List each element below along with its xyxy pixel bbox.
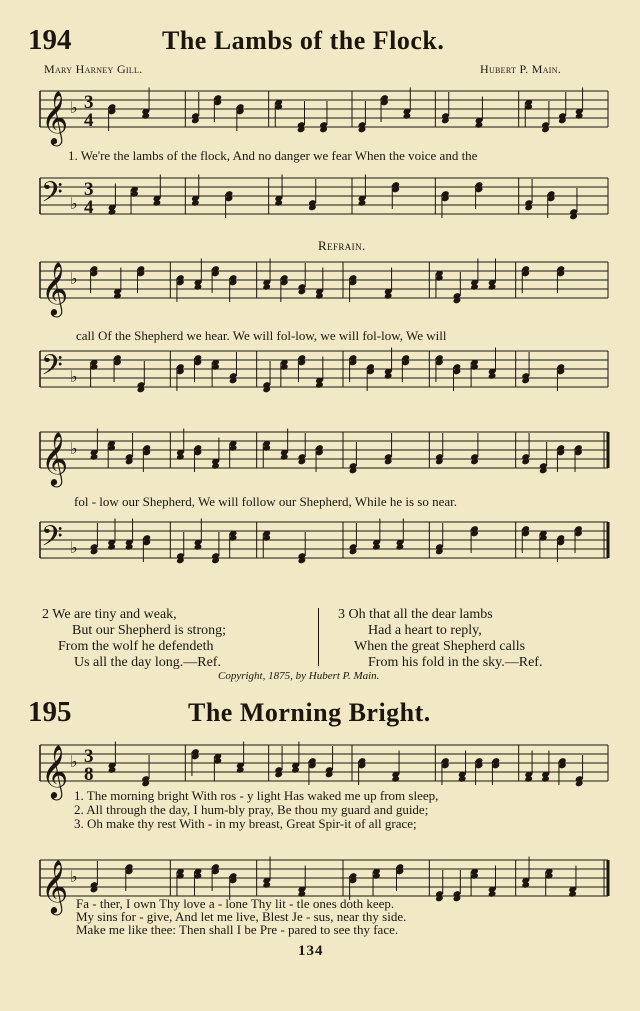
verse-2 <box>42 607 226 671</box>
svg-text:𝄢: 𝄢 <box>41 349 63 389</box>
svg-text:♭: ♭ <box>70 98 78 117</box>
hymn-195-verse-2-line-2: My sins for - give, And let me live, Blest Je - sus, near thy side. <box>76 909 407 924</box>
hymn-195-verse-1-line-1: 1. The morning bright With ros - y light Has waked me up from sleep, <box>74 788 439 803</box>
hymn-194-lyrics-line-2: call Of the Shepherd we hear. We will fol-low, we will fol-low, We will <box>76 328 447 343</box>
svg-text:𝄞: 𝄞 <box>41 859 69 913</box>
svg-text:8: 8 <box>84 764 94 785</box>
verse-2-line-2: But our Shepherd is strong; <box>72 623 226 638</box>
hymn-195-verse-2-line-1: 2. All through the day, I hum-bly pray, Be thou my guard and guide; <box>74 802 429 817</box>
svg-text:♭: ♭ <box>70 269 78 288</box>
svg-text:4: 4 <box>84 197 94 218</box>
hymn-194-music-credit: Hubert P. Main. <box>480 62 562 76</box>
svg-text:𝄢: 𝄢 <box>41 520 63 560</box>
music-system-3 <box>0 421 640 485</box>
svg-text:4: 4 <box>84 110 94 131</box>
svg-text:3: 3 <box>84 746 94 767</box>
hymn-194-lyrics-line-3: fol - low our Shepherd, We will follow our Shepherd, While he is so near. <box>74 494 457 509</box>
verse-2-line-4: Us all the day long.—Ref. <box>74 655 221 670</box>
hymn-194-lyrics-line-1: 1. We're the lambs of the flock, And no danger we fear When the voice and the <box>68 148 478 163</box>
hymn-194-title: The Lambs of the Flock. <box>162 26 445 55</box>
svg-text:♭: ♭ <box>70 439 78 458</box>
music-system-1-bass <box>0 167 640 227</box>
hymn-195-verse-3-line-1: 3. Oh make thy rest With - in my breast, Great Spir-it of all grace; <box>74 816 417 831</box>
hymn-195-title: The Morning Bright. <box>188 698 431 727</box>
svg-text:♭: ♭ <box>70 194 78 213</box>
music-system-3-bass <box>0 511 640 571</box>
hymn-195-system-2-lyrics <box>76 897 406 936</box>
svg-text:♭: ♭ <box>70 867 78 886</box>
verse-3-line-3: When the great Shepherd calls <box>354 639 526 654</box>
svg-text:3: 3 <box>84 92 94 113</box>
svg-text:𝄞: 𝄞 <box>41 431 69 485</box>
hymn-195-verse-3-line-2: Make me like thee: Then shall I be Pre - pared to see thy face. <box>76 922 399 937</box>
music-system-2-bass <box>0 340 640 400</box>
hymn-195-verse-1-line-2: Fa - ther, I own Thy love a - lone Thy lit - tle ones doth keep. <box>76 896 395 911</box>
svg-text:𝄢: 𝄢 <box>41 176 63 216</box>
verse-3-line-1: 3 Oh that all the dear lambs <box>338 607 493 622</box>
verse-divider <box>318 608 319 666</box>
hymn-194-number: 194 <box>28 24 72 56</box>
svg-text:♭: ♭ <box>70 538 78 557</box>
hymn-194-words-credit: Mary Harney Gill. <box>44 62 143 76</box>
svg-text:♭: ♭ <box>70 752 78 771</box>
svg-text:𝄞: 𝄞 <box>41 90 69 144</box>
svg-text:𝄞: 𝄞 <box>41 261 69 315</box>
verse-3-line-4: From his fold in the sky.—Ref. <box>368 655 543 670</box>
hymn-195-system-1-lyrics <box>74 789 438 831</box>
verse-3-line-2: Had a heart to reply, <box>368 623 482 638</box>
music-system-2 <box>0 251 640 315</box>
verse-2-line-3: From the wolf he defendeth <box>58 639 214 654</box>
svg-text:3: 3 <box>84 179 94 200</box>
hymn-195-number: 195 <box>28 696 72 728</box>
svg-text:𝄞: 𝄞 <box>41 744 69 798</box>
copyright-notice: Copyright, 1875, by Hubert P. Main. <box>218 670 380 682</box>
svg-text:♭: ♭ <box>70 367 78 386</box>
page-number: 134 <box>298 943 324 959</box>
refrain-label: Refrain. <box>318 238 366 253</box>
verse-2-line-1: 2 We are tiny and weak, <box>42 607 177 622</box>
verse-3 <box>338 607 542 671</box>
music-system-1 <box>0 80 640 144</box>
